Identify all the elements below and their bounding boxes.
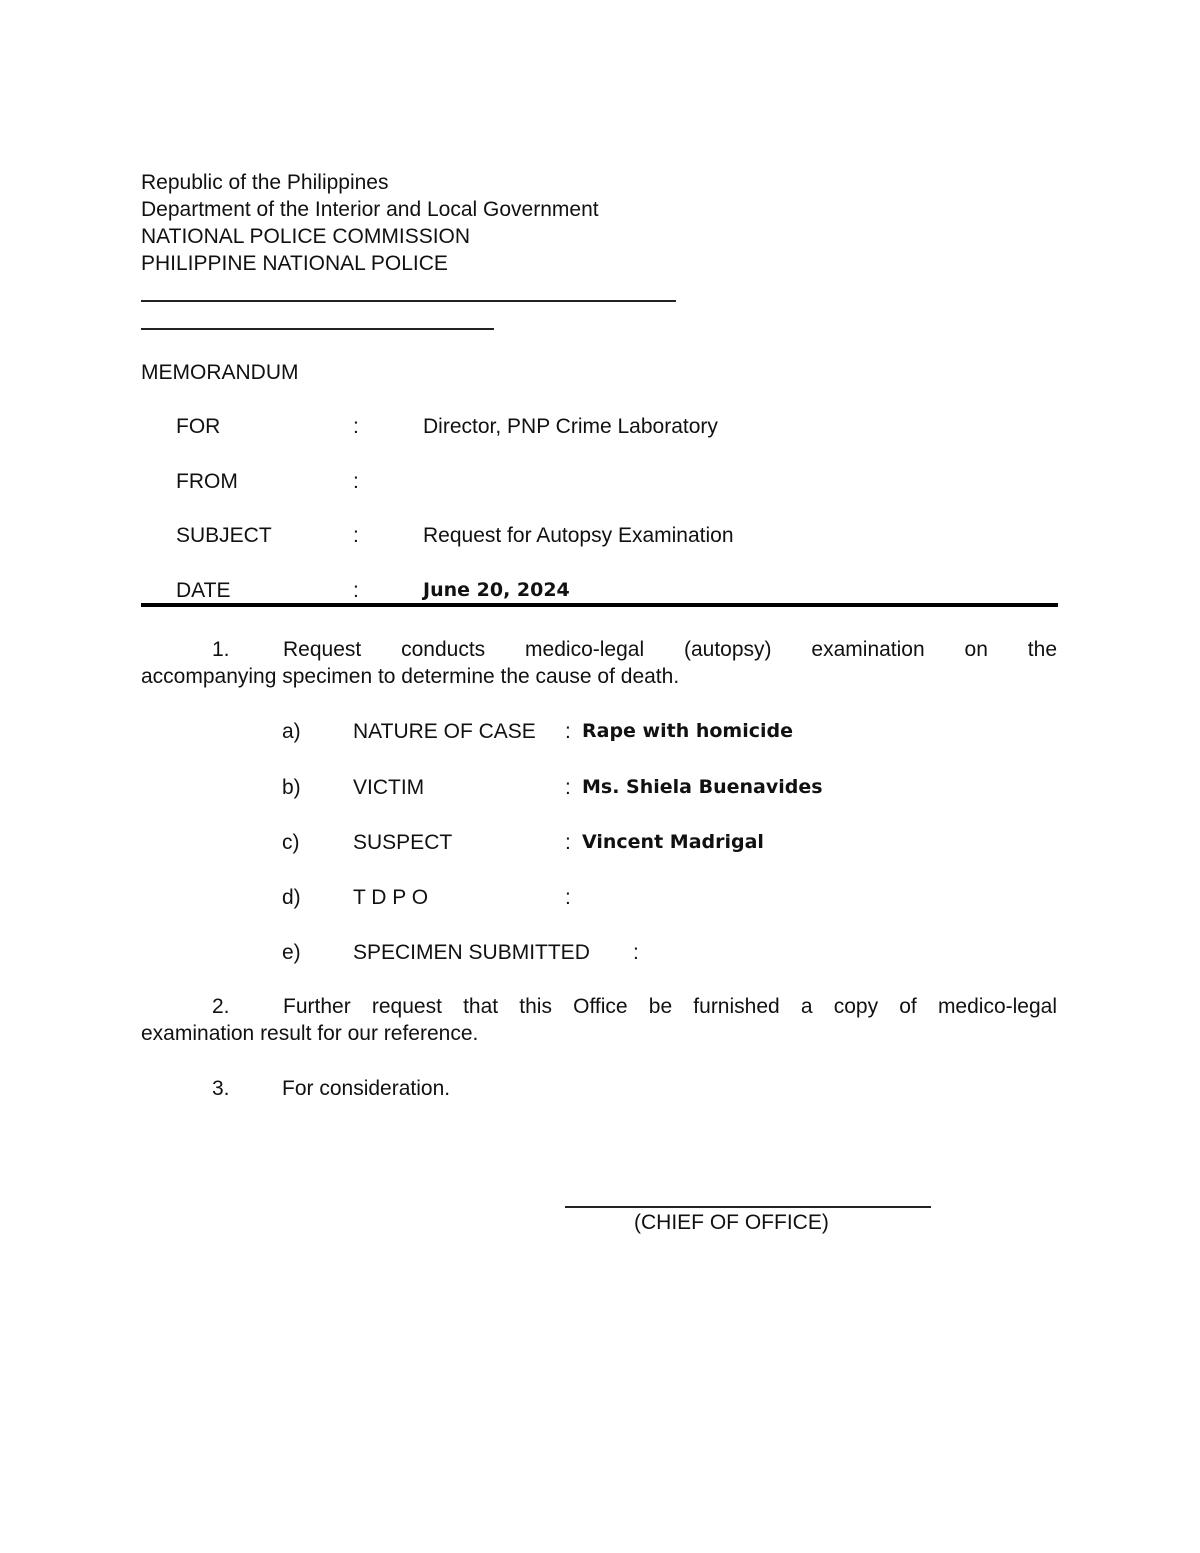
paragraph-1-text-1: Request conducts medico-legal (autopsy) examination on the — [283, 638, 1057, 661]
date-value: June 20, 2024 — [423, 579, 570, 601]
subject-colon: : — [353, 524, 359, 547]
item-d-letter: d) — [282, 886, 301, 909]
item-a-value: Rape with homicide — [582, 720, 793, 742]
memo-title: MEMORANDUM — [141, 361, 299, 384]
from-label: FROM — [176, 470, 238, 493]
item-c-letter: c) — [282, 831, 300, 854]
item-a-colon: : — [565, 720, 571, 743]
paragraph-2-number: 2. — [212, 995, 230, 1018]
signature-line — [565, 1206, 931, 1208]
item-d-colon: : — [565, 886, 571, 909]
paragraph-3-text: For consideration. — [282, 1077, 451, 1100]
for-value: Director, PNP Crime Laboratory — [423, 415, 718, 438]
signature-caption: (CHIEF OF OFFICE) — [634, 1211, 829, 1234]
for-label: FOR — [176, 415, 221, 438]
date-colon: : — [353, 579, 359, 602]
office-name-blank-line — [141, 300, 676, 302]
item-c-label: SUSPECT — [353, 831, 453, 854]
header-pnp: PHILIPPINE NATIONAL POLICE — [141, 252, 448, 275]
paragraph-2-line-2: examination result for our reference. — [141, 1022, 479, 1045]
item-c-colon: : — [565, 831, 571, 854]
item-b-colon: : — [565, 776, 571, 799]
item-c-value: Vincent Madrigal — [582, 831, 764, 853]
item-d-label: T D P O — [353, 886, 429, 909]
paragraph-2-text-1: Further request that this Office be furnished a copy of medico-legal — [283, 995, 1057, 1018]
subject-label: SUBJECT — [176, 524, 272, 547]
paragraph-2 — [141, 993, 1057, 1047]
paragraph-1-line-2: accompanying specimen to determine the cause of death. — [141, 665, 680, 688]
from-colon: : — [353, 470, 359, 493]
item-e-letter: e) — [282, 941, 301, 964]
subject-value: Request for Autopsy Examination — [423, 524, 734, 547]
header-dilg: Department of the Interior and Local Government — [141, 198, 599, 221]
item-b-label: VICTIM — [353, 776, 425, 799]
item-a-label: NATURE OF CASE — [353, 720, 536, 743]
header-divider — [141, 603, 1058, 607]
paragraph-2-line-1 — [141, 993, 1057, 1020]
paragraph-3-number: 3. — [212, 1077, 230, 1100]
item-b-letter: b) — [282, 776, 301, 799]
item-e-label: SPECIMEN SUBMITTED — [353, 941, 590, 964]
for-colon: : — [353, 415, 359, 438]
item-e-colon: : — [633, 941, 639, 964]
office-address-blank-line — [141, 328, 494, 330]
item-b-value: Ms. Shiela Buenavides — [582, 776, 823, 798]
header-napolcom: NATIONAL POLICE COMMISSION — [141, 225, 471, 248]
header-republic: Republic of the Philippines — [141, 171, 389, 194]
item-a-letter: a) — [282, 720, 301, 743]
paragraph-1-line-1 — [141, 636, 1057, 663]
paragraph-1-number: 1. — [212, 638, 230, 661]
date-label: DATE — [176, 579, 231, 602]
paragraph-1 — [141, 636, 1057, 690]
